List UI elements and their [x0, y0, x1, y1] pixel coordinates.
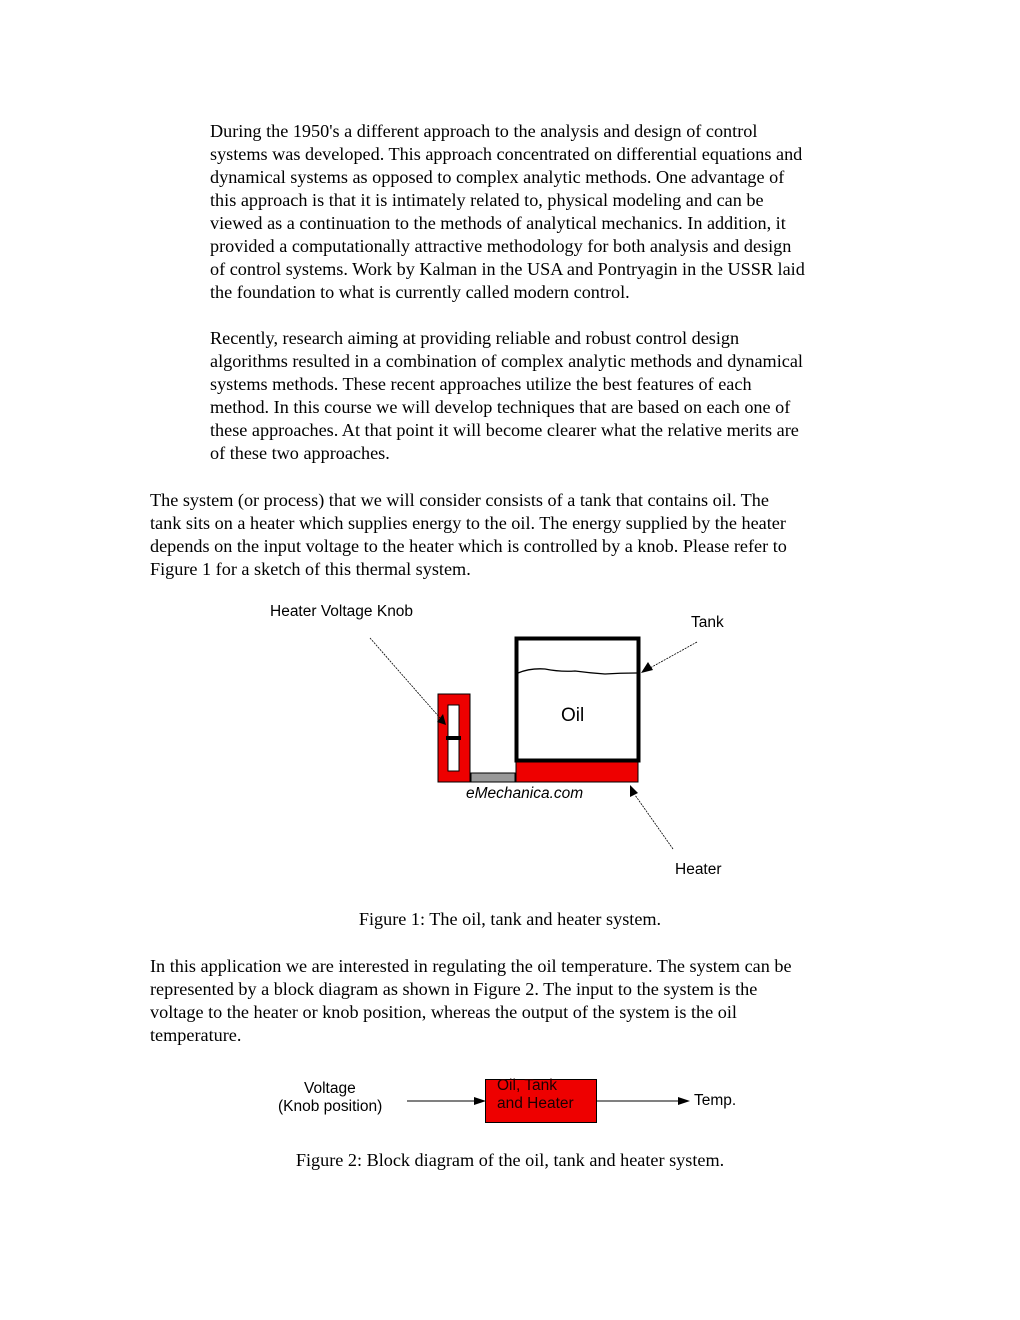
- text-line: of these two approaches.: [210, 443, 390, 463]
- text-line: The system (or process) that we will consider consists of a tank that contains oil. The: [150, 490, 769, 510]
- text-line: temperature.: [150, 1025, 242, 1045]
- text-line: dynamical systems as opposed to complex analytic methods. One advantage of: [210, 167, 785, 187]
- text-line: of control systems. Work by Kalman in the USA and Pontryagin in the USSR laid: [210, 259, 805, 279]
- label-heater-voltage-knob: Heater Voltage Knob: [270, 603, 414, 620]
- text-line: algorithms resulted in a combination of complex analytic methods and dynamical: [210, 351, 803, 371]
- text-line: these approaches. At that point it will become clearer what the relative merits are: [210, 420, 799, 440]
- label-oil: Oil: [561, 705, 585, 726]
- block-label-line2: and Heater: [497, 1095, 574, 1112]
- figure-2-caption: Figure 2: Block diagram of the oil, tank and heater system.: [295, 1150, 725, 1170]
- text-line: provided a computationally attractive methodology for both analysis and design: [210, 236, 792, 256]
- figure-1-caption: Figure 1: The oil, tank and heater system.: [358, 909, 662, 929]
- output-label-temp: Temp.: [694, 1092, 737, 1109]
- text-line: the foundation to what is currently called modern control.: [210, 282, 630, 302]
- label-tank: Tank: [691, 614, 724, 631]
- text-line: viewed as a continuation to the methods of analytical mechanics. In addition, it: [210, 213, 786, 233]
- text-line: represented by a block diagram as shown in Figure 2. The input to the system is the: [150, 979, 758, 999]
- input-label-voltage: Voltage: [304, 1080, 356, 1097]
- text-line: this approach is that it is intimately related to, physical modeling and can be: [210, 190, 764, 210]
- input-label-knob-position: (Knob position): [278, 1098, 383, 1115]
- text-line: Figure 1 for a sketch of this thermal system.: [150, 559, 471, 579]
- text-line: voltage to the heater or knob position, whereas the output of the system is the oil: [150, 1002, 737, 1022]
- watermark-emechanica: eMechanica.com: [466, 785, 584, 802]
- text-line: tank sits on a heater which supplies energy to the oil. The energy supplied by the heater: [150, 513, 786, 533]
- text-line: systems methods. These recent approaches utilize the best features of each: [210, 374, 752, 394]
- text-line: depends on the input voltage to the heater which is controlled by a knob. Please refer to: [150, 536, 787, 556]
- text-line: systems was developed. This approach concentrated on differential equations and: [210, 144, 803, 164]
- label-heater: Heater: [675, 861, 722, 878]
- text-line: During the 1950's a different approach to the analysis and design of control: [210, 121, 758, 141]
- text-line: Recently, research aiming at providing reliable and robust control design: [210, 328, 740, 348]
- arrowhead-icon: [678, 1097, 690, 1105]
- arrowhead-icon: [474, 1097, 486, 1105]
- text-line: method. In this course we will develop techniques that are based on each one of: [210, 397, 791, 417]
- text-line: In this application we are interested in regulating the oil temperature. The system can be: [150, 956, 792, 976]
- block-label-line1: Oil, Tank: [497, 1077, 558, 1094]
